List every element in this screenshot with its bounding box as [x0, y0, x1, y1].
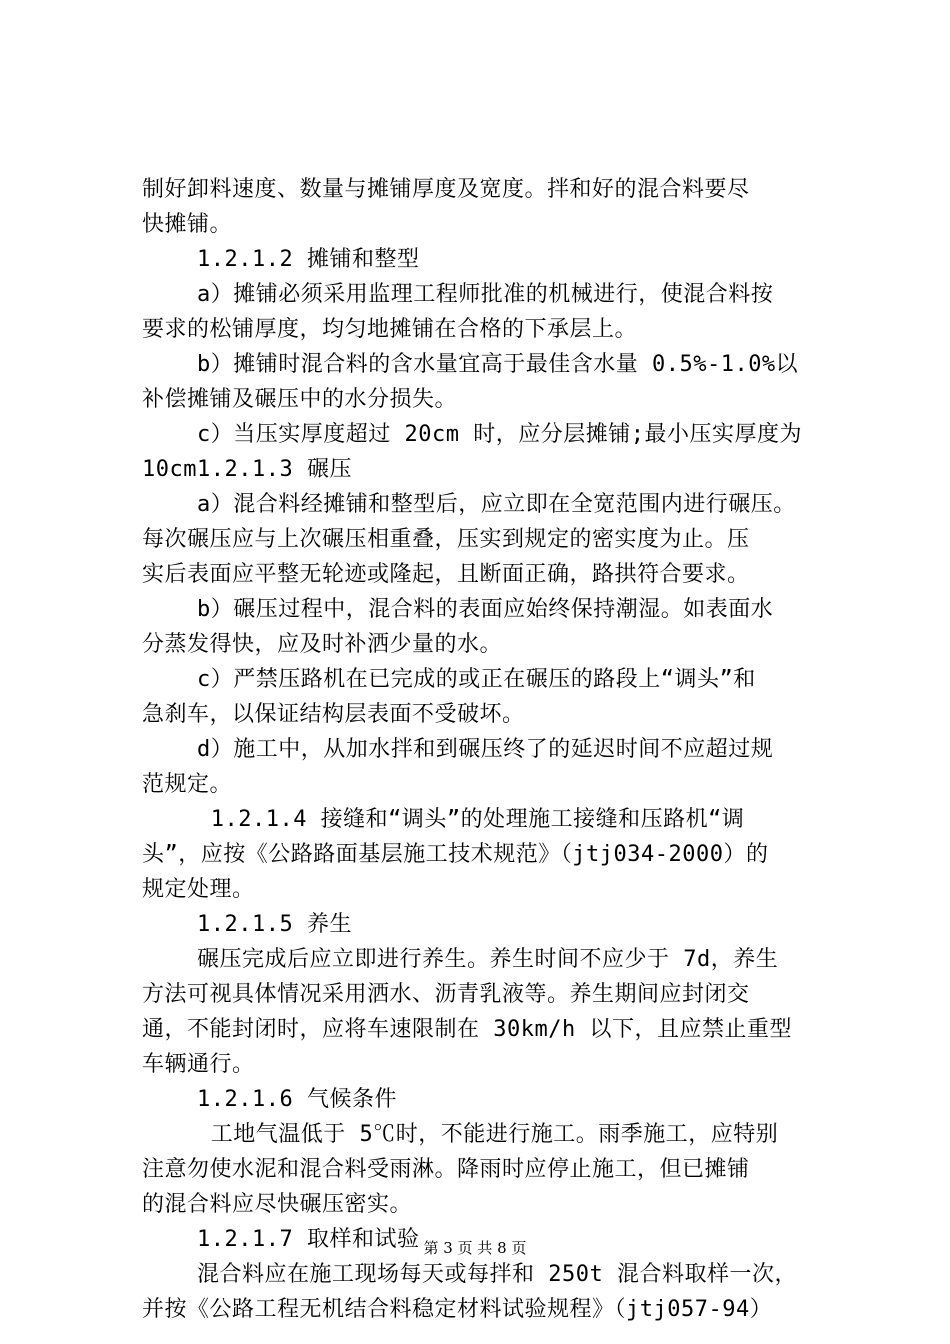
text-line: 分蒸发得快，应及时补洒少量的水。 — [142, 632, 503, 657]
text-line: b）摊铺时混合料的含水量宜高于最佳含水量 0.5%-1.0%以 — [142, 352, 799, 377]
text-line: 并按《公路工程无机结合料稳定材料试验规程》（jtj057-94） — [142, 1297, 773, 1322]
text-line: 规定处理。 — [142, 877, 255, 902]
body-text — [142, 172, 842, 1327]
text-line: 1.2.1.5 养生 — [142, 912, 352, 937]
text-line: 要求的松铺厚度，均匀地摊铺在合格的下承层上。 — [142, 317, 638, 342]
text-line: c）当压实厚度超过 20cm 时，应分层摊铺;最小压实厚度为 — [142, 422, 802, 447]
text-line: 补偿摊铺及碾压中的水分损失。 — [142, 387, 458, 412]
text-line: 快摊铺。 — [142, 212, 233, 237]
text-line: 碾压完成后应立即进行养生。养生时间不应少于 7d，养生 — [142, 947, 779, 972]
text-line: c）严禁压路机在已完成的或正在碾压的路段上“调头”和 — [142, 667, 756, 692]
text-line: 1.2.1.7 取样和试验 — [142, 1227, 420, 1252]
text-line: b）碾压过程中，混合料的表面应始终保持潮湿。如表面水 — [142, 597, 774, 622]
text-line: 的混合料应尽快碾压密实。 — [142, 1192, 413, 1217]
text-line: 每次碾压应与上次碾压相重叠，压实到规定的密实度为止。压 — [142, 527, 750, 552]
text-line: 10cm1.2.1.3 碾压 — [142, 457, 352, 482]
text-line: 方法可视具体情况采用洒水、沥青乳液等。养生期间应封闭交 — [142, 982, 750, 1007]
text-line: a）摊铺必须采用监理工程师批准的机械进行，使混合料按 — [142, 282, 774, 307]
text-line: 车辆通行。 — [142, 1052, 255, 1077]
text-line: 1.2.1.6 气候条件 — [142, 1087, 397, 1112]
text-line: 工地气温低于 5℃时，不能进行施工。雨季施工，应特别 — [142, 1122, 779, 1147]
text-line: 制好卸料速度、数量与摊铺厚度及宽度。拌和好的混合料要尽 — [142, 177, 750, 202]
text-line: 头”，应按《公路路面基层施工技术规范》（jtj034-2000）的 — [142, 842, 769, 867]
text-line: 混合料应在施工现场每天或每拌和 250t 混合料取样一次， — [142, 1262, 797, 1287]
text-line: 实后表面应平整无轮迹或隆起，且断面正确，路拱符合要求。 — [142, 562, 750, 587]
text-line: d）施工中，从加水拌和到碾压终了的延迟时间不应超过规 — [142, 737, 774, 762]
text-line: 1.2.1.2 摊铺和整型 — [142, 247, 420, 272]
text-line: 急刹车，以保证结构层表面不受破坏。 — [142, 702, 525, 727]
page-footer: 第 3 页 共 8 页 — [423, 1239, 527, 1257]
text-line: a）混合料经摊铺和整型后，应立即在全宽范围内进行碾压。 — [142, 492, 796, 517]
text-line: 范规定。 — [142, 772, 233, 797]
text-line: 1.2.1.4 接缝和“调头”的处理施工接缝和压路机“调 — [142, 807, 745, 832]
text-line: 通，不能封闭时，应将车速限制在 30km/h 以下，且应禁止重型 — [142, 1017, 792, 1042]
text-line: 注意勿使水泥和混合料受雨淋。降雨时应停止施工，但已摊铺 — [142, 1157, 750, 1182]
